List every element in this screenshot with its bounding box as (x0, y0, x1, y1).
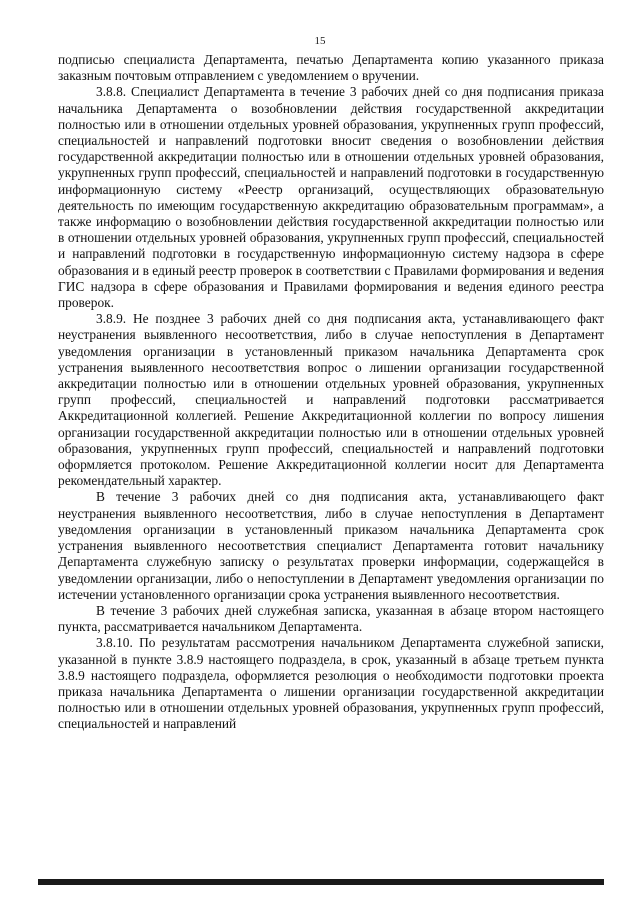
paragraph-1: подписью специалиста Департамента, печатью Департамента копию указанного приказа заказным почтовым отправлением с уведомлением о вручении. (58, 52, 604, 84)
document-body (58, 52, 604, 733)
page-number: 15 (314, 35, 326, 47)
bottom-rule (38, 879, 604, 885)
paragraph-3-8-8: 3.8.8. Специалист Департамента в течение 3 рабочих дней со дня подписания приказа начальника Департамента о возобновлении действия государственной аккредитации полностью или в отношении отдельных уровней образования, укрупненных групп профессий, специальностей и направлений подготовки вносит сведения о возобновлении действия государственной аккредитации полностью или в отношении отдельных уровней образования, укрупненных групп профессий, специальностей и направлений подготовки в государственную информационную систему «Реестр организаций, осуществляющих образовательную деятельность по имеющим государственную аккредитацию образовательным программам», а также информацию о возобновлении действия государственной аккредитации полностью или в отношении отдельных уровней образования, укрупненных групп профессий, специальностей и направлений подготовки в государственную информационную систему надзора в сфере образования и в единый реестр проверок в соответствии с Правилами формирования и ведения ГИС надзора в сфере образования и Правилами формирования и ведения единого реестра проверок. (58, 84, 604, 311)
paragraph-3-8-9-third: В течение 3 рабочих дней служебная записка, указанная в абзаце втором настоящего пункта, рассматривается начальником Департамента. (58, 602, 604, 635)
paragraph-3-8-10: 3.8.10. По результатам рассмотрения начальником Департамента служебной записки, указанной в пункте 3.8.9 настоящего подраздела, в срок, указанный в абзаце третьем пункта 3.8.9 настоящего подраздела, оформляется резолюция о необходимости подготовки проекта приказа начальника Департамента о лишении организации государственной аккредитации полностью или в отношении отдельных уровней образования, укрупненных групп профессий, специальностей и направлений (58, 635, 604, 732)
paragraph-3-8-9: 3.8.9. Не позднее 3 рабочих дней со дня подписания акта, устанавливающего факт неустранения выявленного несоответствия, либо в случае непоступления в Департамент уведомления организации в установленный приказом начальника Департамента срок устранения выявленного несоответствия вопрос о лишении организации государственной аккредитации полностью или в отношении отдельных уровней образования, укрупненных групп профессий, специальностей и направлений подготовки рассматривается Аккредитационной коллегией. Решение Аккредитационной коллегии по вопросу лишения организации государственной аккредитации полностью или в отношении отдельных уровней образования, укрупненных групп профессий, специальностей и направлений подготовки оформляется протоколом. Решение Аккредитационной коллегии носит для Департамента рекомендательный характер. (58, 311, 604, 489)
paragraph-3-8-9-second: В течение 3 рабочих дней со дня подписания акта, устанавливающего факт неустранения выявленного несоответствия, либо в случае непоступления в Департамент уведомления организации в установленный приказом начальника Департамента срок устранения выявленного несоответствия специалист Департамента готовит начальнику Департамента служебную записку о результатах проверки информации, содержащейся в уведомлении организации, либо о непоступлении в Департамент уведомления организации по истечении установленного организации срока устранения выявленного несоответствия. (58, 489, 604, 602)
